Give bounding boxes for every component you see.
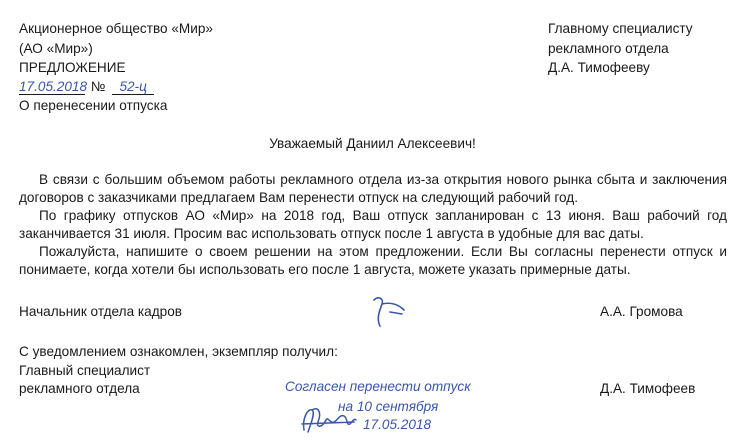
employee-name: Д.А. Тимофеев — [600, 381, 696, 396]
document-type: ПРЕДЛОЖЕНИЕ — [19, 60, 126, 75]
company-short-name: (АО «Мир») — [19, 41, 93, 56]
addressee-department: рекламного отдела — [548, 41, 669, 56]
employee-signature — [298, 400, 360, 440]
handwritten-signature-date: 17.05.2018 — [363, 417, 432, 432]
handwritten-new-date: на 10 сентября — [338, 399, 439, 414]
company-name: Акционерное общество «Мир» — [19, 21, 213, 36]
body-paragraph: В связи с большим объемом работы рекламного отдела из-за открытия нового рынка сбыта и заключения договоров с заказчиками предлагаем Вам перенести отпуск на следующий рабочий год. — [19, 172, 727, 205]
addressee-name: Д.А. Тимофееву — [548, 60, 650, 75]
employee-position: Главный специалист — [19, 363, 151, 378]
body-paragraph: Пожалуйста, напишите о своем решении на этом предложении. Если Вы согласны перенести отпуск и понимаете, когда хотели бы использовать его после 1 августа, можете указать примерные даты. — [19, 244, 727, 277]
handwritten-consent: Согласен перенести отпуск — [285, 379, 471, 394]
document-number: 52-ц — [112, 79, 154, 95]
body-paragraph: По графику отпусков АО «Мир» на 2018 год, Ваш отпуск запланирован с 13 июня. Ваш рабочий год заканчивается 31 июля. Просим вас использовать отпуск после 1 августа в удобные для вас даты. — [19, 208, 727, 241]
greeting: Уважаемый Даниил Алексеевич! — [269, 136, 476, 151]
employee-department: рекламного отдела — [19, 381, 140, 396]
signer-position: Начальник отдела кадров — [19, 304, 182, 319]
acknowledgement-intro: С уведомлением ознакомлен, экземпляр получил: — [19, 344, 338, 359]
signer-name: А.А. Громова — [600, 304, 683, 319]
document-subject: О перенесении отпуска — [19, 98, 168, 113]
handwritten-signature — [368, 292, 416, 334]
date-number-line — [19, 78, 154, 96]
number-sign: № — [90, 79, 106, 94]
addressee-position: Главному специалисту — [548, 21, 693, 36]
document-date: 17.05.2018 — [19, 79, 88, 94]
letter-body — [19, 171, 727, 279]
